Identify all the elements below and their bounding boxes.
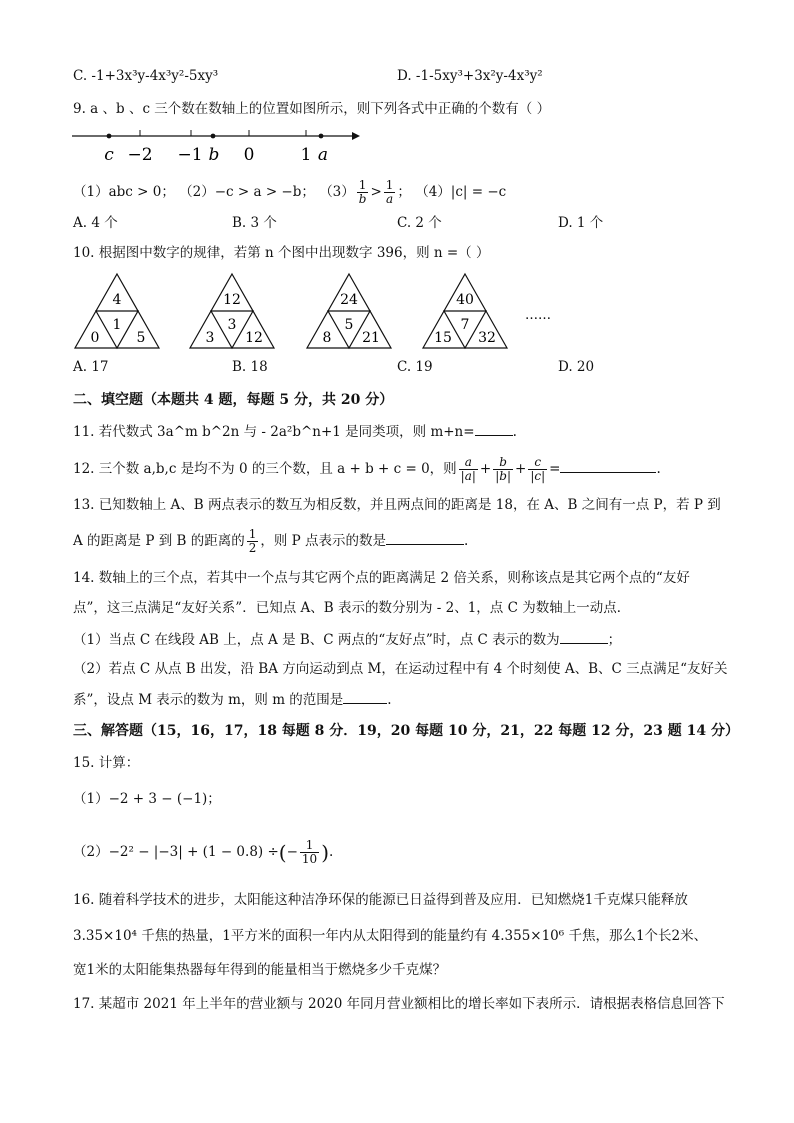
q9-option-d: D. 1 个: [558, 215, 604, 231]
q10-option-a: A. 17: [73, 359, 109, 375]
triangle-1-mid: 1: [112, 317, 122, 333]
q12-plus-1: +: [479, 461, 492, 477]
q11: 11. 若代数式 3a^m b^2n 与 - 2a²b^n+1 是同类项，则 m+n= .: [73, 421, 734, 442]
q9-frac-1-over-b: $\frac{1}{b}$: [358, 178, 367, 206]
q14-sub-2-end: .: [387, 692, 392, 708]
point-a: [319, 134, 324, 139]
triangle-4-mid: 7: [460, 317, 470, 333]
q12-frac-a: $\frac{a}{|a|}$: [460, 455, 476, 483]
q14-sub-1: [73, 629, 734, 650]
q15-left-paren: (: [278, 840, 287, 865]
q12-frac-c: $\frac{c}{|c|}$: [530, 455, 546, 483]
q16-line-3: 宽1米的太阳能集热器每年得到的能量相当于燃烧多少千克煤？: [73, 962, 447, 978]
q12: [73, 452, 734, 486]
nl-label-b: b: [208, 145, 220, 165]
nl-label-neg1: −1: [177, 145, 203, 165]
q10-triangles-figure: [70, 272, 570, 352]
q14-line-2: 点”，这三点满足“友好关系”．已知点 A、B 表示的数分别为 - 2、1，点 C 为数轴上一动点．: [73, 600, 631, 616]
point-b: [211, 134, 216, 139]
q15-right-paren: ): [321, 840, 329, 865]
q12-end: .: [656, 461, 661, 477]
q13-line-2-suffix: ，则 P 点表示的数是: [260, 533, 387, 549]
q9-statement-1: （1）abc > 0；: [73, 184, 175, 200]
section-2-heading: 二、填空题（本题共 4 题，每题 5 分，共 20 分）: [73, 392, 394, 408]
q14-sub-2-line-2: [73, 689, 734, 710]
nl-label-a: a: [317, 145, 329, 165]
triangle-4-right: 32: [478, 330, 496, 346]
triangle-2-top: 12: [223, 292, 241, 308]
q11-answer-blank[interactable]: [475, 421, 513, 436]
triangle-1-right: 5: [136, 330, 146, 346]
q9-statements: [73, 174, 734, 210]
q12-frac-b: $\frac{b}{|b|}$: [495, 455, 512, 483]
triangle-3-mid: 5: [344, 317, 354, 333]
q15-part-2-expression: （2）−2² − |−3| + (1 − 0.8) ÷: [73, 844, 279, 860]
triangles-ellipsis: ……: [525, 308, 551, 323]
triangle-4: [423, 274, 507, 348]
triangle-2: [190, 274, 274, 348]
nl-label-neg2: −2: [127, 145, 153, 165]
q12-prefix: 12. 三个数 a,b,c 是均不为 0 的三个数，且 a + b + c = 0，则: [73, 461, 457, 477]
triangle-3-left: 8: [322, 330, 332, 346]
q12-plus-2: +: [515, 461, 527, 477]
q15-stem: 15. 计算：: [73, 755, 140, 771]
q16-line-1: 16. 随着科学技术的进步，太阳能这种洁净环保的能源已日益得到普及应用．已知燃烧1千克煤只能释放: [73, 892, 688, 908]
q15-part-2-end: .: [329, 844, 334, 860]
section-3-heading: 三、解答题（15，16，17，18 每题 8 分．19，20 每题 10 分，21，22 每题 12 分，23 题 14 分）: [73, 723, 740, 739]
nl-label-c: c: [104, 145, 114, 165]
q9-option-c: C. 2 个: [397, 215, 442, 231]
q8-option-c: C. -1+3x³y-4x³y²-5xy³: [73, 68, 219, 84]
q15-part-1: （1）−2 + 3 − (−1)；: [73, 791, 221, 807]
q14-sub-2-blank[interactable]: [343, 689, 387, 704]
q12-answer-blank[interactable]: [560, 458, 656, 473]
q13-line-1: 13. 已知数轴上 A、B 两点表示的数互为相反数，并且两点间的距离是 18，在 A、B 之间有一点 P，若 P 到: [73, 497, 721, 513]
q9-number-line: [68, 124, 368, 166]
triangle-2-left: 3: [205, 330, 215, 346]
q9-stem: 9. a 、b 、c 三个数在数轴上的位置如图所示，则下列各式中正确的个数有（ ）: [73, 101, 551, 117]
triangle-4-left: 15: [434, 330, 452, 346]
q14-sub-2-line-1: （2）若点 C 从点 B 出发，沿 BA 方向运动到点 M，在运动过程中有 4 个时刻使 A、B、C 三点满足“友好关: [73, 661, 728, 677]
q13-answer-blank[interactable]: [386, 530, 464, 545]
q9-statement-4: （4）|c| = −c: [415, 184, 507, 200]
q12-equals: =: [549, 461, 561, 477]
q10-option-c: C. 19: [397, 359, 433, 375]
q9-statement-2: （2）−c > a > −b；: [179, 184, 315, 200]
triangle-1-top: 4: [112, 292, 122, 308]
q17-line-1: 17. 某超市 2021 年上半年的营业额与 2020 年同月营业额相比的增长率如下表所示．请根据表格信息回答下: [73, 996, 725, 1012]
q13-frac-half: $\frac{1}{2}$: [248, 527, 257, 555]
q14-sub-1-end: ；: [607, 632, 622, 648]
q11-text: 11. 若代数式 3a^m b^2n 与 - 2a²b^n+1 是同类项，则 m+n=: [73, 424, 475, 440]
q13-line-2: [73, 524, 734, 558]
q16-line-2: 3.35×10⁴ 千焦的热量，1平方米的面积一年内从太阳得到的能量约有 4.355×10⁶ 千焦，那么1个长2米、: [73, 928, 708, 944]
triangle-4-top: 40: [456, 292, 474, 308]
q14-sub-1-text: （1）当点 C 在线段 AB 上，点 A 是 B、C 两点的“友好点”时，点 C 表示的数为: [73, 632, 560, 648]
q13-line-2-prefix: A 的距离是 P 到 B 的距离的: [73, 533, 245, 549]
q8-option-d: D. -1-5xy³+3x²y-4x³y²: [397, 68, 543, 84]
q15-part-2: [73, 832, 734, 872]
q15-frac-one-tenth: $\frac{1}{10}$: [301, 838, 318, 866]
q13-end: .: [464, 533, 469, 549]
q9-statement-3-prefix: （3）: [319, 184, 355, 200]
triangle-3: [307, 274, 391, 348]
q9-frac-1-over-a: $\frac{1}{a}$: [385, 178, 394, 206]
triangle-2-right: 12: [245, 330, 263, 346]
q15-minus: −: [286, 844, 298, 860]
q10-option-b: B. 18: [232, 359, 268, 375]
q9-gt: >: [370, 184, 382, 200]
triangle-1-left: 0: [90, 330, 100, 346]
point-c: [107, 134, 112, 139]
triangle-2-mid: 3: [227, 317, 237, 333]
q14-sub-2-text: 系”，设点 M 表示的数为 m，则 m 的范围是: [73, 692, 344, 708]
triangle-3-right: 21: [362, 330, 380, 346]
q9-option-a: A. 4 个: [73, 215, 118, 231]
triangle-3-top: 24: [340, 292, 358, 308]
q14-sub-1-blank[interactable]: [560, 629, 608, 644]
nl-label-0: 0: [243, 145, 255, 165]
q9-option-b: B. 3 个: [232, 215, 277, 231]
nl-label-1: 1: [300, 145, 312, 165]
q14-line-1: 14. 数轴上的三个点，若其中一个点与其它两个点的距离满足 2 倍关系，则称该点是其它两个点的“友好: [73, 570, 690, 586]
q10-option-d: D. 20: [558, 359, 595, 375]
q10-stem: 10. 根据图中数字的规律，若第 n 个图中出现数字 396，则 n =（ ）: [73, 245, 490, 261]
triangle-1: [75, 274, 159, 348]
q9-statement-3-suffix: ；: [397, 184, 411, 200]
